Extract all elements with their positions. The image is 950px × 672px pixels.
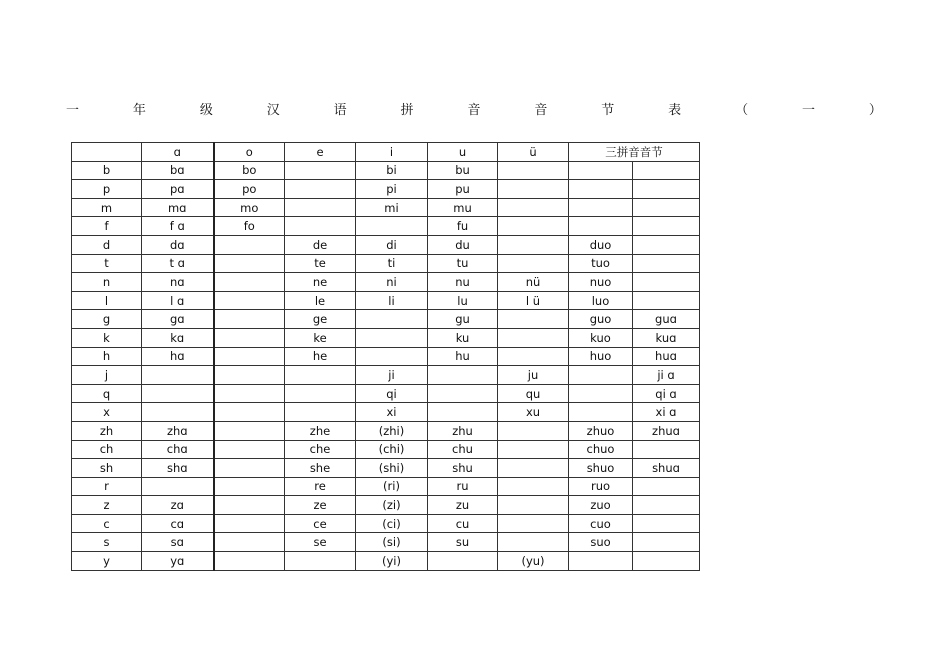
initial-cell: t (72, 254, 142, 273)
syllable-cell: kuo (569, 328, 633, 347)
syllable-cell (214, 496, 285, 515)
syllable-cell: te (285, 254, 356, 273)
syllable-cell: zɑ (142, 496, 214, 515)
syllable-cell: po (214, 180, 285, 199)
initial-cell: g (72, 310, 142, 329)
syllable-cell: hɑ (142, 347, 214, 366)
syllable-cell: dɑ (142, 235, 214, 254)
header-cell-e: e (285, 143, 356, 162)
syllable-cell: luo (569, 291, 633, 310)
page-title (66, 98, 882, 118)
syllable-cell: tu (428, 254, 498, 273)
syllable-cell (285, 180, 356, 199)
syllable-cell (214, 477, 285, 496)
syllable-cell (498, 421, 569, 440)
syllable-cell (214, 384, 285, 403)
title-char: 音 (534, 102, 548, 118)
table-row (72, 477, 700, 496)
syllable-cell: di (356, 235, 428, 254)
table-row (72, 552, 700, 571)
syllable-cell: shɑ (142, 459, 214, 478)
syllable-cell (428, 403, 498, 422)
syllable-cell: gu (428, 310, 498, 329)
syllable-cell (569, 384, 633, 403)
syllable-cell: zu (428, 496, 498, 515)
initial-cell: k (72, 328, 142, 347)
table-row (72, 496, 700, 515)
syllable-cell (356, 217, 428, 236)
syllable-cell (569, 403, 633, 422)
syllable-cell (214, 291, 285, 310)
syllable-cell (214, 366, 285, 385)
syllable-cell (356, 310, 428, 329)
syllable-cell (498, 459, 569, 478)
table-body (72, 161, 700, 570)
header-cell-o: o (214, 143, 285, 162)
syllable-cell (498, 254, 569, 273)
initial-cell: h (72, 347, 142, 366)
syllable-cell: (chi) (356, 440, 428, 459)
syllable-cell: ji ɑ (633, 366, 700, 385)
syllable-cell: (zhi) (356, 421, 428, 440)
syllable-cell: ge (285, 310, 356, 329)
syllable-cell: kɑ (142, 328, 214, 347)
header-cell-triple-syllable: 三拼音音节 (569, 143, 700, 162)
syllable-cell: ce (285, 514, 356, 533)
syllable-cell: du (428, 235, 498, 254)
table-row (72, 254, 700, 273)
syllable-cell: mu (428, 198, 498, 217)
initial-cell: y (72, 552, 142, 571)
syllable-cell (633, 198, 700, 217)
syllable-cell (498, 328, 569, 347)
title-char: （ (735, 102, 749, 118)
syllable-cell: nu (428, 273, 498, 292)
title-char: 汉 (266, 102, 280, 118)
syllable-cell: ru (428, 477, 498, 496)
initial-cell: m (72, 198, 142, 217)
syllable-cell: li (356, 291, 428, 310)
syllable-cell (214, 552, 285, 571)
syllable-cell: qu (498, 384, 569, 403)
syllable-cell (214, 459, 285, 478)
table-row (72, 533, 700, 552)
table-row (72, 366, 700, 385)
initial-cell: p (72, 180, 142, 199)
syllable-cell: (yu) (498, 552, 569, 571)
syllable-cell: (zi) (356, 496, 428, 515)
syllable-cell: cuo (569, 514, 633, 533)
initial-cell: sh (72, 459, 142, 478)
syllable-cell (214, 533, 285, 552)
table-row (72, 421, 700, 440)
syllable-cell (498, 496, 569, 515)
title-char: 一 (801, 102, 815, 118)
header-cell-v: ü (498, 143, 569, 162)
syllable-cell: t ɑ (142, 254, 214, 273)
syllable-cell (633, 217, 700, 236)
syllable-cell: mo (214, 198, 285, 217)
syllable-cell: suo (569, 533, 633, 552)
syllable-cell (285, 552, 356, 571)
syllable-cell: ju (498, 366, 569, 385)
initial-cell: l (72, 291, 142, 310)
syllable-cell: xi ɑ (633, 403, 700, 422)
syllable-cell (356, 328, 428, 347)
table-row (72, 217, 700, 236)
syllable-cell (214, 403, 285, 422)
syllable-cell: ne (285, 273, 356, 292)
syllable-cell (498, 161, 569, 180)
pinyin-syllable-table (71, 142, 700, 571)
syllable-cell: nü (498, 273, 569, 292)
syllable-cell: f ɑ (142, 217, 214, 236)
syllable-cell: lu (428, 291, 498, 310)
syllable-cell: (si) (356, 533, 428, 552)
syllable-cell (498, 217, 569, 236)
syllable-cell (633, 291, 700, 310)
table-row (72, 310, 700, 329)
syllable-cell (569, 161, 633, 180)
syllable-cell: che (285, 440, 356, 459)
header-cell-i: i (356, 143, 428, 162)
table-row (72, 403, 700, 422)
syllable-cell (633, 477, 700, 496)
syllable-cell (569, 366, 633, 385)
syllable-cell (285, 198, 356, 217)
syllable-cell: (ci) (356, 514, 428, 533)
syllable-cell: kuɑ (633, 328, 700, 347)
syllable-cell (428, 384, 498, 403)
syllable-cell: le (285, 291, 356, 310)
syllable-cell (633, 161, 700, 180)
syllable-cell (142, 403, 214, 422)
initial-cell: ch (72, 440, 142, 459)
table-row (72, 180, 700, 199)
syllable-cell (285, 217, 356, 236)
syllable-cell (428, 552, 498, 571)
syllable-cell (214, 254, 285, 273)
table-row (72, 347, 700, 366)
syllable-cell: bo (214, 161, 285, 180)
syllable-cell (498, 198, 569, 217)
syllable-cell (498, 235, 569, 254)
syllable-cell: su (428, 533, 498, 552)
table-row (72, 273, 700, 292)
syllable-cell (633, 514, 700, 533)
syllable-cell: huɑ (633, 347, 700, 366)
syllable-cell (633, 440, 700, 459)
syllable-cell (498, 514, 569, 533)
syllable-cell (569, 198, 633, 217)
syllable-cell: re (285, 477, 356, 496)
syllable-cell: ji (356, 366, 428, 385)
syllable-cell: (shi) (356, 459, 428, 478)
table-row (72, 161, 700, 180)
syllable-cell (498, 310, 569, 329)
syllable-cell (214, 514, 285, 533)
table-row (72, 291, 700, 310)
syllable-cell (633, 552, 700, 571)
table-row (72, 384, 700, 403)
initial-cell: s (72, 533, 142, 552)
table-row (72, 459, 700, 478)
syllable-cell: ti (356, 254, 428, 273)
syllable-cell: cɑ (142, 514, 214, 533)
syllable-cell (214, 421, 285, 440)
title-char: 一 (66, 102, 80, 118)
syllable-cell: fu (428, 217, 498, 236)
initial-cell: q (72, 384, 142, 403)
syllable-cell (569, 552, 633, 571)
syllable-cell: zhu (428, 421, 498, 440)
syllable-cell: yɑ (142, 552, 214, 571)
syllable-cell: zhuɑ (633, 421, 700, 440)
syllable-cell: fo (214, 217, 285, 236)
title-char: 年 (132, 102, 146, 118)
syllable-cell: ke (285, 328, 356, 347)
syllable-cell (633, 273, 700, 292)
table-header-row (72, 143, 700, 162)
syllable-cell: nuo (569, 273, 633, 292)
syllable-cell (214, 328, 285, 347)
syllable-cell (428, 366, 498, 385)
syllable-cell: shuɑ (633, 459, 700, 478)
initial-cell: x (72, 403, 142, 422)
syllable-cell: pɑ (142, 180, 214, 199)
title-char: 语 (333, 102, 347, 118)
initial-cell: r (72, 477, 142, 496)
syllable-cell: shuo (569, 459, 633, 478)
syllable-cell (214, 310, 285, 329)
syllable-cell: sɑ (142, 533, 214, 552)
initial-cell: n (72, 273, 142, 292)
title-char: 音 (467, 102, 481, 118)
table-row (72, 514, 700, 533)
syllable-cell: chuo (569, 440, 633, 459)
syllable-cell: xi (356, 403, 428, 422)
syllable-cell (356, 347, 428, 366)
table-row (72, 440, 700, 459)
syllable-cell: guo (569, 310, 633, 329)
syllable-cell: zhɑ (142, 421, 214, 440)
syllable-cell (214, 235, 285, 254)
syllable-cell: tuo (569, 254, 633, 273)
syllable-cell: chɑ (142, 440, 214, 459)
title-char: 节 (601, 102, 615, 118)
syllable-cell: bu (428, 161, 498, 180)
syllable-cell: bi (356, 161, 428, 180)
syllable-cell: shu (428, 459, 498, 478)
syllable-cell: zuo (569, 496, 633, 515)
initial-cell: f (72, 217, 142, 236)
title-char: ） (868, 102, 882, 118)
syllable-cell: ze (285, 496, 356, 515)
syllable-cell: bɑ (142, 161, 214, 180)
syllable-cell (214, 273, 285, 292)
syllable-cell: l ü (498, 291, 569, 310)
syllable-cell (633, 235, 700, 254)
syllable-cell: hu (428, 347, 498, 366)
syllable-cell: se (285, 533, 356, 552)
syllable-cell (142, 384, 214, 403)
syllable-cell (285, 403, 356, 422)
table-row (72, 235, 700, 254)
syllable-cell: mɑ (142, 198, 214, 217)
syllable-cell (142, 477, 214, 496)
syllable-cell (633, 254, 700, 273)
syllable-cell (498, 533, 569, 552)
syllable-cell (498, 180, 569, 199)
syllable-cell: ku (428, 328, 498, 347)
syllable-cell (498, 440, 569, 459)
syllable-cell: pi (356, 180, 428, 199)
syllable-cell (633, 180, 700, 199)
syllable-cell (214, 440, 285, 459)
syllable-cell: gɑ (142, 310, 214, 329)
syllable-cell: zhuo (569, 421, 633, 440)
syllable-cell: (ri) (356, 477, 428, 496)
table-row (72, 198, 700, 217)
title-char: 表 (668, 102, 682, 118)
syllable-cell (633, 496, 700, 515)
title-char: 级 (199, 102, 213, 118)
initial-cell: zh (72, 421, 142, 440)
header-cell-initial (72, 143, 142, 162)
initial-cell: c (72, 514, 142, 533)
initial-cell: b (72, 161, 142, 180)
syllable-cell (214, 347, 285, 366)
syllable-cell: l ɑ (142, 291, 214, 310)
syllable-cell: de (285, 235, 356, 254)
syllable-cell: she (285, 459, 356, 478)
syllable-cell: cu (428, 514, 498, 533)
initial-cell: j (72, 366, 142, 385)
table-row (72, 328, 700, 347)
header-cell-a: ɑ (142, 143, 214, 162)
syllable-cell: guɑ (633, 310, 700, 329)
syllable-cell: qi (356, 384, 428, 403)
syllable-cell (569, 217, 633, 236)
syllable-cell (285, 161, 356, 180)
syllable-cell: he (285, 347, 356, 366)
syllable-cell: pu (428, 180, 498, 199)
syllable-cell: mi (356, 198, 428, 217)
syllable-cell: ruo (569, 477, 633, 496)
syllable-cell (498, 347, 569, 366)
syllable-cell (285, 366, 356, 385)
syllable-cell: qi ɑ (633, 384, 700, 403)
syllable-cell: (yi) (356, 552, 428, 571)
header-cell-u: u (428, 143, 498, 162)
syllable-cell (285, 384, 356, 403)
syllable-cell: zhe (285, 421, 356, 440)
syllable-cell: chu (428, 440, 498, 459)
syllable-cell: nɑ (142, 273, 214, 292)
title-char: 拼 (400, 102, 414, 118)
syllable-cell (633, 533, 700, 552)
syllable-cell: huo (569, 347, 633, 366)
syllable-cell: xu (498, 403, 569, 422)
syllable-cell (142, 366, 214, 385)
syllable-cell (569, 180, 633, 199)
initial-cell: z (72, 496, 142, 515)
syllable-cell: duo (569, 235, 633, 254)
syllable-cell: ni (356, 273, 428, 292)
initial-cell: d (72, 235, 142, 254)
syllable-cell (498, 477, 569, 496)
